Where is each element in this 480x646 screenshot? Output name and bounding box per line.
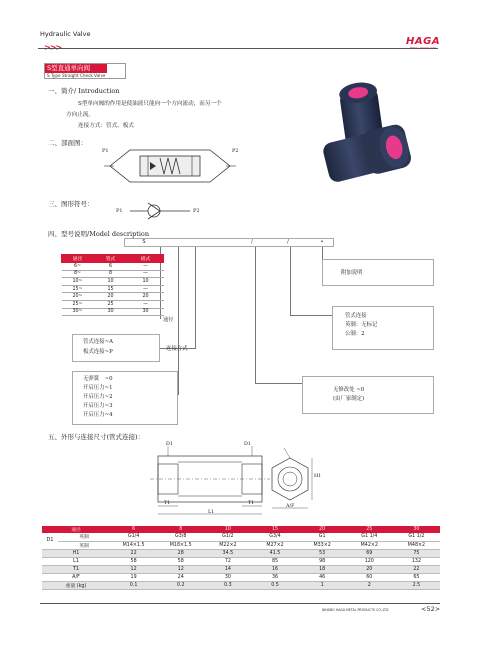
connection-label: 连接方式: [166, 346, 188, 352]
logo-tagline: METAL PRODUCTS: [409, 47, 437, 50]
dim-col-header: 20: [299, 526, 346, 533]
table-cell: 19: [110, 573, 157, 581]
intro-line-3: 连接方式：管式、板式: [78, 123, 134, 129]
product-title-en: S Type Straight Check Valve: [47, 72, 106, 78]
haga-logo: [406, 37, 440, 51]
table-row: [42, 565, 440, 573]
table-row: [42, 541, 440, 549]
dim-h1: H1: [314, 474, 322, 479]
dim-col-header: 6: [110, 526, 157, 533]
section-view-heading: 二、部面图：: [48, 139, 87, 147]
table-row: [42, 573, 440, 581]
table-cell: 18: [299, 565, 346, 573]
intro-line-1: S型单向阀的作用是使油液只能向一个方向流动，而另一个: [78, 101, 222, 107]
dim-col-header: 25: [346, 526, 393, 533]
table-cell: 28: [157, 549, 204, 557]
table-cell: 25~: [62, 300, 94, 308]
table-cell: 2.5: [393, 581, 440, 589]
connection-type-box: [72, 334, 160, 362]
dim-t1-right: T1: [248, 501, 255, 506]
table-cell: —: [128, 300, 164, 308]
leader-line: [255, 383, 302, 384]
logo-word: HAGA: [406, 36, 441, 47]
table-cell: M14×1.5: [110, 541, 157, 549]
leader-line: [195, 247, 196, 349]
table-cell: 1: [299, 581, 346, 589]
hydraulic-symbol: [128, 200, 192, 222]
cracking-pressure-box: [72, 371, 178, 425]
intro-heading: 一、简介/ Introduction: [48, 87, 120, 95]
table-cell: 132: [393, 557, 440, 565]
table-cell: 46: [299, 573, 346, 581]
table-cell: 20: [94, 293, 128, 301]
table-row: [62, 308, 164, 316]
spring-option-1: 开启压力~1: [83, 385, 113, 391]
table-cell: 0.5: [251, 581, 298, 589]
table-cell: 10: [128, 278, 164, 286]
pipe-thread-box: [332, 306, 434, 350]
page-number: <52>: [421, 605, 441, 613]
footer-company: NINGBO HAGA METAL PRODUCTS CO.,LTD: [322, 608, 389, 612]
table-cell: 15: [94, 285, 128, 293]
table-cell: 58: [110, 557, 157, 565]
table-cell: 0.3: [204, 581, 251, 589]
section-p2-label: P2: [232, 148, 239, 154]
bore-caption: 通径: [163, 317, 174, 323]
table-cell: 12: [157, 565, 204, 573]
dim-t1-left: T1: [164, 501, 171, 506]
table-cell: M48×2: [393, 541, 440, 549]
table-cell: 0.1: [110, 581, 157, 589]
table-cell: —: [128, 285, 164, 293]
table-cell: 69: [346, 549, 393, 557]
table-row: [42, 557, 440, 565]
dim-l1: L1: [208, 510, 215, 515]
bore-size-table: [61, 254, 164, 316]
table-cell: 58: [157, 557, 204, 565]
connection-plate: 板式连接~P: [83, 349, 113, 355]
table-cell: G3/8: [157, 533, 204, 541]
table-cell: G1/4: [110, 533, 157, 541]
col-header-plate: 板式: [128, 255, 164, 263]
dim-header-row: [42, 526, 440, 533]
spring-option-4: 开启压力~4: [83, 412, 113, 418]
table-cell: G1 1/2: [393, 533, 440, 541]
dimensions-heading: 五、外形与连接尺寸(管式连接)：: [48, 433, 145, 441]
table-cell: 20: [346, 565, 393, 573]
table-cell: 98: [299, 557, 346, 565]
table-cell: 30: [94, 308, 128, 316]
table-row: [62, 278, 164, 286]
dim-col-header: 15: [251, 526, 298, 533]
section-p1-label: P1: [102, 148, 109, 154]
row-label: A/F: [42, 573, 110, 581]
dimension-drawing: [150, 440, 320, 522]
table-cell: —: [128, 263, 164, 271]
table-cell: 12: [110, 565, 157, 573]
table-cell: 65: [393, 573, 440, 581]
table-cell: 120: [346, 557, 393, 565]
table-cell: 16: [251, 565, 298, 573]
table-cell: 34.5: [204, 549, 251, 557]
table-row: [62, 263, 164, 271]
row-label: 英制: [58, 541, 110, 549]
row-label: 重量 (kg): [42, 581, 110, 589]
col-header-pipe: 管式: [94, 255, 128, 263]
symbol-p2-label: P2: [193, 208, 200, 214]
valve-photo: [306, 72, 434, 204]
table-cell: 20~: [62, 293, 94, 301]
extra-info-label: 附加说明: [341, 270, 363, 276]
table-cell: M42×2: [346, 541, 393, 549]
table-cell: 8~: [62, 270, 94, 278]
modification-label: 无修改处 ~0: [333, 387, 365, 393]
table-cell: 41.5: [251, 549, 298, 557]
dim-col-header: 8: [157, 526, 204, 533]
pipe-thread-title: 管式连接: [345, 313, 367, 319]
pipe-thread-metric: 公制：2: [345, 331, 365, 337]
table-cell: 14: [204, 565, 251, 573]
table-cell: G1/2: [204, 533, 251, 541]
table-row: [62, 300, 164, 308]
table-cell: M27×2: [251, 541, 298, 549]
dim-af: A/F: [286, 504, 295, 509]
table-cell: 20: [128, 293, 164, 301]
intro-line-2: 方向止流。: [66, 112, 94, 118]
model-heading: 四、型号说明/Model description: [48, 230, 150, 238]
table-row: [62, 285, 164, 293]
table-row: [62, 270, 164, 278]
table-cell: 2: [346, 581, 393, 589]
spring-option-2: 开启压力~2: [83, 394, 113, 400]
table-cell: 15~: [62, 285, 94, 293]
table-cell: 0.2: [157, 581, 204, 589]
table-cell: 10: [94, 278, 128, 286]
table-cell: 6: [94, 263, 128, 271]
dim-d1-left: D1: [166, 442, 173, 447]
table-cell: 25: [94, 300, 128, 308]
row-label: T1: [42, 565, 110, 573]
table-cell: 36: [251, 573, 298, 581]
connection-pipe: 管式连接~A: [83, 339, 113, 345]
table-row: [42, 581, 440, 589]
table-cell: 24: [157, 573, 204, 581]
model-code-prefix: S: [142, 239, 146, 245]
table-row: [62, 293, 164, 301]
table-cell: G3/4: [251, 533, 298, 541]
row-label: 英制: [58, 533, 110, 541]
col-header-bore: 通径: [62, 255, 94, 263]
dim-col-header: 10: [204, 526, 251, 533]
table-cell: 8: [94, 270, 128, 278]
extra-info-box: [322, 259, 434, 286]
dimension-table: [42, 526, 440, 590]
table-cell: 72: [204, 557, 251, 565]
dim-d1-cell: D1: [42, 533, 58, 549]
table-cell: M22×2: [204, 541, 251, 549]
cross-section-drawing: [100, 142, 240, 190]
table-cell: 22: [393, 565, 440, 573]
product-title-cn: S型直通单向阀: [45, 64, 107, 73]
symbol-heading: 三、图形符号：: [48, 200, 94, 208]
product-title-box: [44, 63, 126, 79]
table-cell: 60: [346, 573, 393, 581]
table-cell: 6~: [62, 263, 94, 271]
symbol-p1-label: P1: [116, 208, 123, 214]
table-cell: M18×1.5: [157, 541, 204, 549]
table-cell: 85: [251, 557, 298, 565]
table-cell: 75: [393, 549, 440, 557]
table-cell: M33×2: [299, 541, 346, 549]
spring-option-0: 无弹簧 ~0: [83, 376, 113, 382]
table-cell: —: [128, 270, 164, 278]
modification-box: [302, 376, 434, 414]
spring-option-3: 开启压力~3: [83, 403, 113, 409]
model-code-slash-2: /: [287, 239, 289, 245]
row-label: L1: [42, 557, 110, 565]
leader-line: [290, 315, 332, 316]
table-cell: 30~: [62, 308, 94, 316]
leader-line: [178, 247, 179, 395]
table-cell: 10~: [62, 278, 94, 286]
table-cell: G1: [299, 533, 346, 541]
model-code-dot: •: [320, 239, 324, 245]
header-divider: [38, 48, 438, 49]
footer-divider: [40, 603, 440, 604]
dim-d1-right: D1: [244, 442, 251, 447]
category-label: Hydraulic Valve: [40, 30, 91, 38]
modification-note: (由厂家制定): [333, 396, 365, 402]
table-cell: 30: [128, 308, 164, 316]
table-cell: 30: [204, 573, 251, 581]
table-row: [42, 533, 440, 541]
leader-line: [255, 247, 256, 383]
pipe-thread-imperial: 英制：无标记: [345, 322, 378, 328]
table-cell: G1 1/4: [346, 533, 393, 541]
model-code-slash-1: /: [251, 239, 253, 245]
row-label: H1: [42, 549, 110, 557]
table-row: [42, 549, 440, 557]
leader-line: [290, 247, 291, 315]
table-cell: 53: [299, 549, 346, 557]
dim-col-header: 通径: [42, 526, 110, 533]
table-cell: 22: [110, 549, 157, 557]
leader-line: [322, 247, 323, 259]
dim-col-header: 30: [393, 526, 440, 533]
